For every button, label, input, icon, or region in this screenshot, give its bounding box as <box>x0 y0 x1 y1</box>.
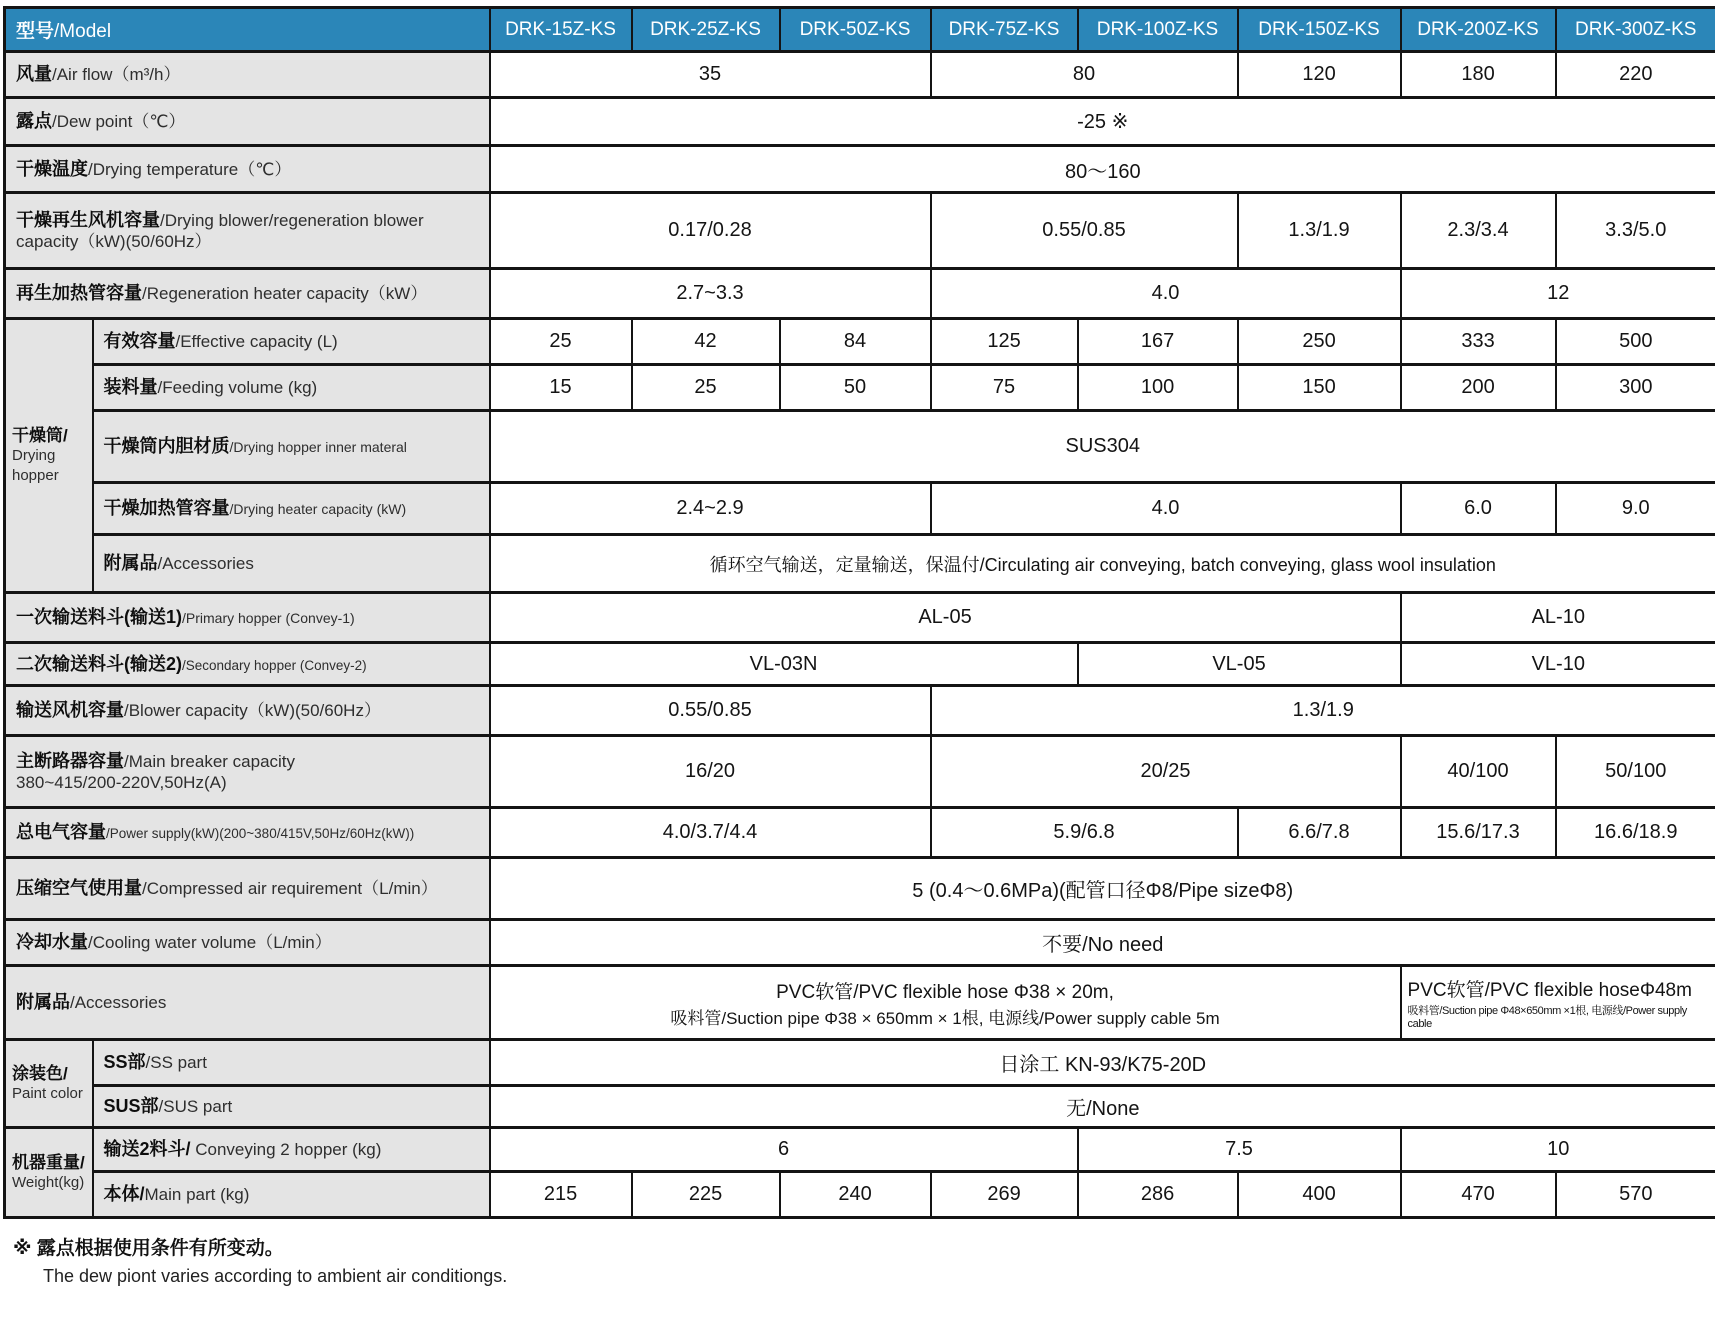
value-cell: 200 <box>1401 365 1556 411</box>
label-zh: 总电气容量 <box>16 822 106 843</box>
label-en: Paint color <box>12 1085 83 1103</box>
label-zh: 有效容量 <box>103 331 176 352</box>
label-en: /SUS part <box>158 1097 233 1117</box>
row-label <box>5 52 490 98</box>
model-header: DRK-15Z-KS <box>490 8 632 52</box>
value-cell: 470 <box>1401 1172 1556 1218</box>
row-label <box>5 643 490 686</box>
row-label <box>5 920 490 966</box>
label-en: /Drying blower/regeneration blower capacity（kW)(50/60Hz） <box>16 210 424 252</box>
accessories-line2: 吸料管/Suction pipe Φ48×650mm ×1根, 电源线/Power supply cable <box>1407 1005 1687 1030</box>
label-zh: 型号 <box>16 21 55 42</box>
value-cell: AL-05 <box>490 593 1401 643</box>
label-en: /Air flow（m³/h） <box>52 65 181 85</box>
label-en-line2: 380~415/200-220V,50Hz(A) <box>16 773 227 793</box>
label-en: /Regeneration heater capacity（kW） <box>142 284 428 304</box>
value-cell: 180 <box>1401 52 1556 98</box>
value-cell: 570 <box>1556 1172 1715 1218</box>
value-cell-accessories-small <box>490 966 1401 1040</box>
value-cell: 3.3/5.0 <box>1556 193 1715 269</box>
label-en: /Compressed air requirement（L/min） <box>142 879 438 899</box>
spec-row-compressed-air <box>5 858 1715 920</box>
label-zh: 主断路器容量 <box>16 750 124 771</box>
value-cell: 9.0 <box>1556 483 1715 535</box>
label-zh: 干燥筒内胆材质 <box>103 436 230 457</box>
label-en: /Cooling water volume（L/min） <box>88 933 332 953</box>
spec-row-hopper-accessories <box>5 535 1715 593</box>
value-cell: 20/25 <box>931 736 1401 808</box>
spec-row-effective-capacity <box>5 319 1715 365</box>
row-label <box>5 686 490 736</box>
spec-row-ss-part <box>5 1040 1715 1086</box>
group-label-weight <box>5 1128 93 1218</box>
value-cell: 40/100 <box>1401 736 1556 808</box>
value-cell: 5 (0.4～0.6MPa)(配管口径Φ8/Pipe sizeΦ8) <box>490 858 1715 920</box>
label-zh: 风量 <box>16 64 52 85</box>
spec-row-cooling-water <box>5 920 1715 966</box>
label-zh: 再生加热管容量 <box>16 283 142 304</box>
spec-row-dewpoint <box>5 98 1715 146</box>
model-row-label <box>5 8 490 52</box>
label-en: /Accessories <box>70 993 167 1013</box>
spec-row-drying-heater <box>5 483 1715 535</box>
value-cell: 84 <box>780 319 931 365</box>
value-cell: 2.3/3.4 <box>1401 193 1556 269</box>
label-zh: 输送2料斗/ <box>103 1139 191 1160</box>
label-zh: 干燥加热管容量 <box>103 498 230 519</box>
value-cell: 6.6/7.8 <box>1238 808 1401 858</box>
row-label <box>93 319 490 365</box>
row-label <box>5 98 490 146</box>
value-cell: 100 <box>1078 365 1238 411</box>
value-cell: 1.3/1.9 <box>931 686 1715 736</box>
label-en: /Drying hopper inner materal <box>229 439 407 456</box>
value-cell: SUS304 <box>490 411 1715 483</box>
spec-row-secondary-hopper <box>5 643 1715 686</box>
label-zh: 装料量 <box>103 377 158 398</box>
value-cell: 15 <box>490 365 632 411</box>
label-en: /Model <box>54 21 112 42</box>
accessories-line1: PVC软管/PVC flexible hoseΦ48m <box>1407 980 1692 1001</box>
accessories-line2: 吸料管/Suction pipe Φ38 × 650mm × 1根, 电源线/Power supply cable 5m <box>670 1008 1220 1028</box>
label-en: Weight(kg) <box>12 1174 85 1192</box>
value-cell: 269 <box>931 1172 1078 1218</box>
label-en: Conveying 2 hopper (kg) <box>190 1140 382 1160</box>
spec-row-regen-blower <box>5 193 1715 269</box>
value-cell: 42 <box>632 319 780 365</box>
row-label <box>5 966 490 1040</box>
footnote <box>13 1233 1715 1287</box>
row-label <box>93 535 490 593</box>
value-cell: 250 <box>1238 319 1401 365</box>
row-label <box>93 1128 490 1172</box>
value-cell: 2.4~2.9 <box>490 483 931 535</box>
value-cell: 50 <box>780 365 931 411</box>
label-en: /Power supply(kW)(200~380/415V,50Hz/60Hz(kW)) <box>106 826 415 842</box>
label-en: /SS part <box>145 1053 207 1073</box>
value-cell: 220 <box>1556 52 1715 98</box>
value-cell: 循环空气输送，定量输送，保温付/Circulating air conveying, batch conveying, glass wool insulation <box>490 535 1715 593</box>
group-label-paint-color <box>5 1040 93 1128</box>
value-cell: 500 <box>1556 319 1715 365</box>
label-zh: 本体/ <box>103 1184 145 1205</box>
value-cell: 400 <box>1238 1172 1401 1218</box>
value-cell: 7.5 <box>1078 1128 1401 1172</box>
spec-row-airflow <box>5 52 1715 98</box>
spec-row-power-supply <box>5 808 1715 858</box>
label-zh: 附属品 <box>16 992 70 1013</box>
spec-row-model <box>5 8 1715 52</box>
value-cell: 0.55/0.85 <box>931 193 1238 269</box>
value-cell: 215 <box>490 1172 632 1218</box>
model-header: DRK-50Z-KS <box>780 8 931 52</box>
value-cell: VL-10 <box>1401 643 1715 686</box>
row-label <box>5 858 490 920</box>
row-label <box>93 1086 490 1128</box>
row-label <box>93 1172 490 1218</box>
spec-row-main-part-weight <box>5 1172 1715 1218</box>
model-header: DRK-300Z-KS <box>1556 8 1715 52</box>
label-zh: 附属品 <box>103 553 158 574</box>
value-cell: 0.17/0.28 <box>490 193 931 269</box>
spec-table <box>3 6 1715 1219</box>
row-label <box>5 593 490 643</box>
label-zh: SS部 <box>103 1052 146 1073</box>
group-label-drying-hopper <box>5 319 93 593</box>
value-cell: 4.0 <box>931 483 1401 535</box>
value-cell: 75 <box>931 365 1078 411</box>
label-en: /Drying heater capacity (kW) <box>229 501 407 518</box>
label-en: /Primary hopper (Convey-1) <box>182 610 355 627</box>
spec-row-primary-hopper <box>5 593 1715 643</box>
row-label <box>93 1040 490 1086</box>
value-cell-accessories-large <box>1401 966 1715 1040</box>
label-en: /Effective capacity (L) <box>175 332 338 352</box>
accessories-line1: PVC软管/PVC flexible hose Φ38 × 20m, <box>776 981 1114 1003</box>
value-cell: 不要/No need <box>490 920 1715 966</box>
label-zh: 干燥筒/ <box>12 425 68 445</box>
label-en: /Feeding volume (kg) <box>157 378 318 398</box>
value-cell: 6 <box>490 1128 1078 1172</box>
label-en: /Accessories <box>157 554 254 574</box>
value-cell: 日涂工 KN-93/K75-20D <box>490 1040 1715 1086</box>
value-cell: 286 <box>1078 1172 1238 1218</box>
value-cell: VL-05 <box>1078 643 1401 686</box>
value-cell: 1.3/1.9 <box>1238 193 1401 269</box>
label-zh: 输送风机容量 <box>16 700 124 721</box>
value-cell: 167 <box>1078 319 1238 365</box>
value-cell: 300 <box>1556 365 1715 411</box>
value-cell: 4.0/3.7/4.4 <box>490 808 931 858</box>
row-label <box>93 483 490 535</box>
model-header: DRK-25Z-KS <box>632 8 780 52</box>
label-en: /Secondary hopper (Convey-2) <box>182 657 367 673</box>
label-zh: 二次输送料斗(输送2) <box>16 653 182 674</box>
row-label <box>5 269 490 319</box>
row-label <box>5 808 490 858</box>
row-label <box>93 411 490 483</box>
value-cell: 0.55/0.85 <box>490 686 931 736</box>
value-cell: 35 <box>490 52 931 98</box>
value-cell: 15.6/17.3 <box>1401 808 1556 858</box>
value-cell: 16.6/18.9 <box>1556 808 1715 858</box>
value-cell: 50/100 <box>1556 736 1715 808</box>
model-header: DRK-200Z-KS <box>1401 8 1556 52</box>
spec-row-feeding-volume <box>5 365 1715 411</box>
value-cell: 150 <box>1238 365 1401 411</box>
spec-row-main-breaker <box>5 736 1715 808</box>
spec-row-drying-temp <box>5 146 1715 193</box>
value-cell: 4.0 <box>931 269 1401 319</box>
spec-row-blower-capacity <box>5 686 1715 736</box>
footnote-line2: The dew piont varies according to ambient air conditiongs. <box>43 1266 508 1286</box>
value-cell: 12 <box>1401 269 1715 319</box>
row-label <box>5 146 490 193</box>
label-en: /Drying temperature（℃） <box>88 159 292 179</box>
value-cell: 10 <box>1401 1128 1715 1172</box>
value-cell: 225 <box>632 1172 780 1218</box>
spec-row-sus-part <box>5 1086 1715 1128</box>
label-zh: 干燥温度 <box>16 158 88 179</box>
value-cell: VL-03N <box>490 643 1078 686</box>
label-en: Drying hopper <box>12 447 59 485</box>
label-zh: 涂装色/ <box>12 1063 68 1083</box>
row-label <box>93 365 490 411</box>
value-cell: 5.9/6.8 <box>931 808 1238 858</box>
label-zh: 机器重量/ <box>12 1152 85 1172</box>
label-en: /Main breaker capacity <box>124 751 296 771</box>
value-cell: AL-10 <box>1401 593 1715 643</box>
value-cell: 25 <box>490 319 632 365</box>
value-cell: 25 <box>632 365 780 411</box>
label-zh: SUS部 <box>103 1096 159 1117</box>
footnote-line1: ※ 露点根据使用条件有所变动。 <box>13 1238 284 1259</box>
value-cell: 6.0 <box>1401 483 1556 535</box>
label-zh: 一次输送料斗(输送1) <box>16 607 182 628</box>
label-zh: 冷却水量 <box>16 932 88 953</box>
label-en: /Dew point（℃） <box>52 112 186 132</box>
model-header: DRK-150Z-KS <box>1238 8 1401 52</box>
row-label <box>5 736 490 808</box>
label-zh: 干燥再生风机容量 <box>16 209 160 230</box>
label-zh: 露点 <box>16 111 52 132</box>
spec-row-regen-heater <box>5 269 1715 319</box>
value-cell: 无/None <box>490 1086 1715 1128</box>
value-cell: -25 ※ <box>490 98 1715 146</box>
label-zh: 压缩空气使用量 <box>16 878 142 899</box>
value-cell: 80～160 <box>490 146 1715 193</box>
value-cell: 240 <box>780 1172 931 1218</box>
spec-row-conveying-hopper-weight <box>5 1128 1715 1172</box>
value-cell: 333 <box>1401 319 1556 365</box>
value-cell: 120 <box>1238 52 1401 98</box>
value-cell: 125 <box>931 319 1078 365</box>
model-header: DRK-75Z-KS <box>931 8 1078 52</box>
value-cell: 80 <box>931 52 1238 98</box>
spec-row-accessories <box>5 966 1715 1040</box>
label-en: Main part (kg) <box>144 1185 250 1205</box>
label-en: /Blower capacity（kW)(50/60Hz） <box>124 701 381 721</box>
model-header: DRK-100Z-KS <box>1078 8 1238 52</box>
value-cell: 16/20 <box>490 736 931 808</box>
spec-row-inner-material <box>5 411 1715 483</box>
row-label <box>5 193 490 269</box>
value-cell: 2.7~3.3 <box>490 269 931 319</box>
